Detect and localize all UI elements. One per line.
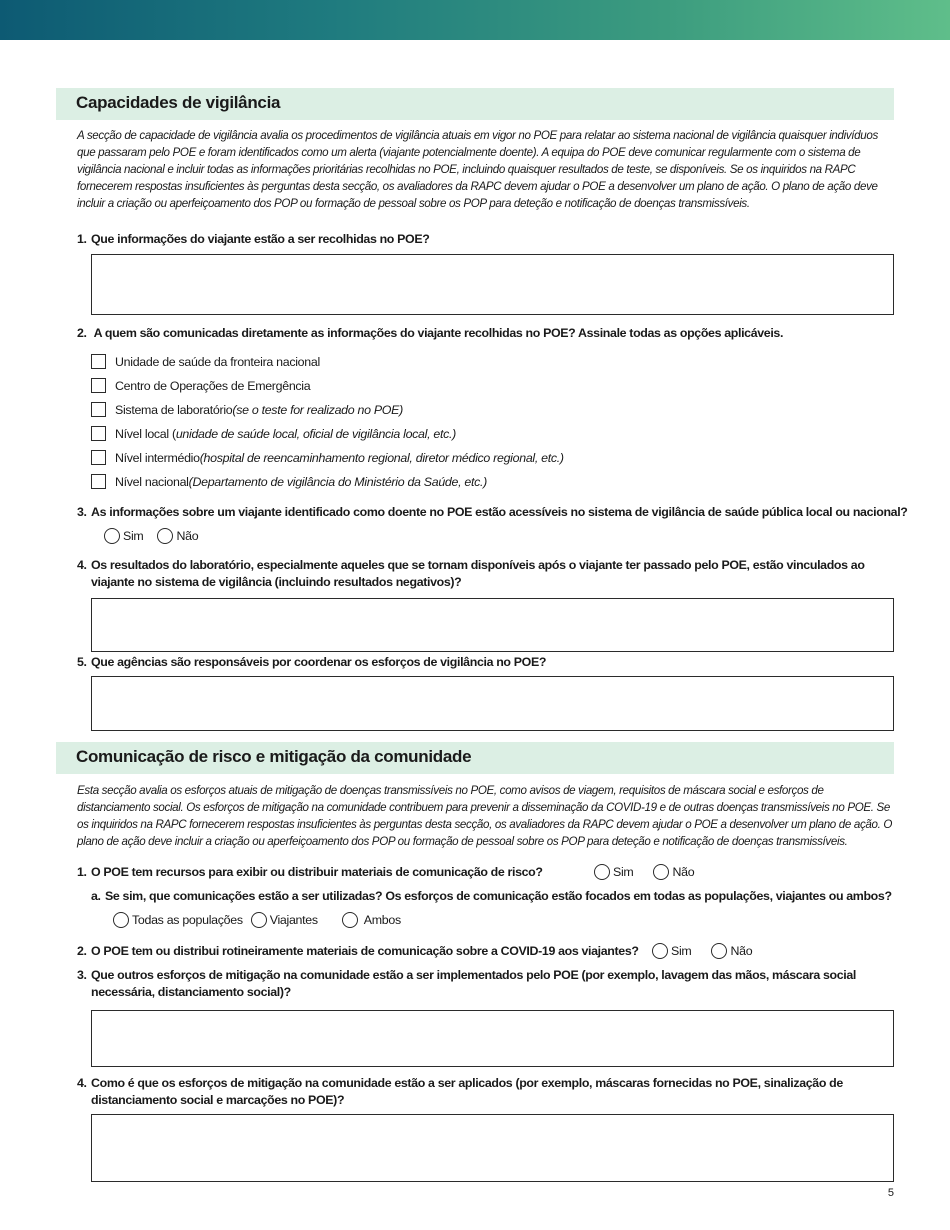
- question-text-line1: Os resultados do laboratório, especialmente aqueles que se tornam disponíveis após o viajante ter passado pelo POE, estão vinculados ao: [91, 558, 865, 572]
- question-4: [77, 557, 894, 591]
- question-text-line1: Que outros esforços de mitigação na comunidade estão a ser implementados pelo POE (por exemplo, lavagem das mãos, máscara social: [91, 968, 856, 982]
- radio-label: Sim: [613, 865, 634, 879]
- radio-label: Viajantes: [269, 913, 318, 927]
- radio-option-all-populations[interactable]: [113, 912, 243, 928]
- radio-group-q3: [104, 527, 212, 545]
- radio-option-yes[interactable]: [104, 528, 143, 544]
- option-label: Nível nacional: [115, 474, 189, 489]
- answer-box-q5[interactable]: [91, 676, 894, 731]
- checkbox-option[interactable]: [91, 401, 403, 418]
- answer-box-s2q4[interactable]: [91, 1114, 894, 1182]
- radio-option-travelers[interactable]: [251, 912, 318, 928]
- radio-option-yes[interactable]: [652, 943, 691, 959]
- radio-label: Não: [730, 944, 753, 958]
- radio-option-both[interactable]: [342, 912, 401, 928]
- option-label: Unidade de saúde da fronteira nacional: [115, 354, 320, 369]
- question-text-line2: viajante no sistema de vigilância (incluindo resultados negativos)?: [91, 575, 462, 589]
- checkbox[interactable]: [91, 378, 106, 393]
- radio-label: Todas as populações: [132, 913, 243, 927]
- question-number: 3.: [77, 505, 87, 519]
- question-number: 4.: [77, 558, 87, 572]
- radio-option-no[interactable]: [653, 864, 694, 880]
- question-1: [77, 864, 894, 881]
- question-5: [77, 654, 894, 671]
- radio-button[interactable]: [653, 864, 669, 880]
- checkbox-option[interactable]: [91, 449, 564, 466]
- radio-option-no[interactable]: [157, 528, 198, 544]
- option-label: Centro de Operações de Emergência: [115, 378, 311, 393]
- radio-group-s2q1a: [113, 911, 415, 929]
- checkbox[interactable]: [91, 354, 106, 369]
- header-gradient-bar: [0, 0, 950, 40]
- checkbox-option[interactable]: [91, 425, 456, 442]
- option-label: Nível local (: [115, 426, 176, 441]
- radio-label: Sim: [671, 944, 692, 958]
- option-note: unidade de saúde local, oficial de vigilância local, etc.): [175, 426, 456, 441]
- option-note: (Departamento de vigilância do Ministério da Saúde, etc.): [188, 474, 487, 489]
- question-text-line2: necessária, distanciamento social)?: [91, 985, 291, 999]
- question-text: Se sim, que comunicações estão a ser utilizadas? Os esforços de comunicação estão focados em todas as populações, viajantes ou ambos?: [105, 889, 892, 903]
- question-2: [77, 325, 894, 342]
- radio-button[interactable]: [711, 943, 727, 959]
- question-text: O POE tem recursos para exibir ou distribuir materiais de comunicação de risco?: [91, 865, 543, 879]
- checkbox-option[interactable]: [91, 473, 487, 490]
- question-number: 1.: [77, 232, 87, 246]
- radio-button[interactable]: [594, 864, 610, 880]
- question-number: 4.: [77, 1076, 87, 1090]
- question-number: a.: [91, 889, 101, 903]
- option-note: (se o teste for realizado no POE): [232, 402, 403, 417]
- section-intro: Esta secção avalia os esforços atuais de mitigação de doenças transmissíveis no POE, como avisos de viagem, requisitos de máscara social e esforços de distanciamento social. Os esforços de mitigação na comunidade contribuem para prevenir a disseminação da COVID-19 e de outras doenças transmissíveis no POE. Se os inquiridos na RAPC fornecerem respostas insuficientes às perguntas desta secção, os avaliadores da RAPC devem ajudar o POE a desenvolver um plano de ação. O plano de ação deve incluir a criação ou aperfeiçoamento dos POP ou formação de pessoal sobre os POP para deteção e notificação de doenças transmissíveis.: [77, 784, 892, 848]
- question-3: [77, 504, 908, 521]
- radio-button[interactable]: [157, 528, 173, 544]
- radio-button[interactable]: [652, 943, 668, 959]
- question-text: Que informações do viajante estão a ser recolhidas no POE?: [91, 232, 430, 246]
- question-text: As informações sobre um viajante identificado como doente no POE estão acessíveis no sistema de vigilância de saúde pública local ou nacional?: [91, 505, 908, 519]
- radio-group-s2q2: [652, 942, 766, 960]
- checkbox[interactable]: [91, 426, 106, 441]
- checkbox[interactable]: [91, 474, 106, 489]
- section-header-surveillance: [56, 88, 894, 120]
- question-2: [77, 943, 894, 960]
- radio-button[interactable]: [113, 912, 129, 928]
- question-text: O POE tem ou distribui rotineiramente materiais de comunicação sobre a COVID-19 aos viajantes?: [91, 944, 639, 958]
- radio-button[interactable]: [342, 912, 358, 928]
- question-3: [77, 967, 894, 1001]
- question-4: [77, 1075, 894, 1109]
- checkbox[interactable]: [91, 402, 106, 417]
- radio-label: Não: [176, 529, 199, 543]
- option-label: Sistema de laboratório: [115, 402, 233, 417]
- question-text: A quem são comunicadas diretamente as informações do viajante recolhidas no POE? Assinale todas as opções aplicáveis.: [91, 326, 784, 340]
- question-number: 2.: [77, 326, 87, 340]
- question-text-line1: Como é que os esforços de mitigação na comunidade estão a ser aplicados (por exemplo, máscaras fornecidas no POE, sinalização de: [91, 1076, 843, 1090]
- answer-box-q4[interactable]: [91, 598, 894, 652]
- checkbox-option[interactable]: [91, 353, 320, 370]
- option-label: Nível intermédio: [115, 450, 200, 465]
- section-header-risk-communication: [56, 742, 894, 774]
- radio-label: Ambos: [363, 913, 401, 927]
- radio-label: Sim: [123, 529, 144, 543]
- radio-option-yes[interactable]: [594, 864, 633, 880]
- option-note: (hospital de reencaminhamento regional, diretor médico regional, etc.): [199, 450, 564, 465]
- checkbox-option[interactable]: [91, 377, 310, 394]
- question-number: 3.: [77, 968, 87, 982]
- section-intro: A secção de capacidade de vigilância avalia os procedimentos de vigilância atuais em vigor no POE para relatar ao sistema nacional de vigilância quaisquer indivíduos que passaram pelo POE e foram identificados como um alerta (viajante potencialmente doente). A equipa do POE deve comunicar regularmente com o sistema de vigilância nacional e incluir todas as informações prioritárias recolhidas no POE, incluindo quaisquer resultados de teste, se disponíveis. Se os inquiridos na RAPC fornecerem respostas insuficientes às perguntas desta secção, os avaliadores da RAPC devem ajudar o POE a desenvolver um plano de ação. O plano de ação deve incluir a criação ou aperfeiçoamento dos POP ou formação de pessoal sobre os POP para deteção e notificação de doenças transmissíveis.: [77, 129, 878, 210]
- question-number: 2.: [77, 944, 87, 958]
- radio-option-no[interactable]: [711, 943, 752, 959]
- section-title: Capacidades de vigilância: [76, 93, 281, 112]
- answer-box-q1[interactable]: [91, 254, 894, 315]
- page-number: 5: [887, 1187, 894, 1199]
- radio-label: Não: [672, 865, 695, 879]
- question-1: [77, 231, 894, 248]
- question-1a: [91, 888, 908, 905]
- question-number: 5.: [77, 655, 87, 669]
- question-number: 1.: [77, 865, 87, 879]
- radio-group-s2q1: [594, 863, 708, 881]
- checkbox[interactable]: [91, 450, 106, 465]
- radio-button[interactable]: [104, 528, 120, 544]
- question-text-line2: distanciamento social e marcações no POE)?: [91, 1093, 345, 1107]
- answer-box-s2q3[interactable]: [91, 1010, 894, 1067]
- question-text: Que agências são responsáveis por coordenar os esforços de vigilância no POE?: [91, 655, 547, 669]
- section-title: Comunicação de risco e mitigação da comunidade: [76, 747, 472, 766]
- radio-button[interactable]: [251, 912, 267, 928]
